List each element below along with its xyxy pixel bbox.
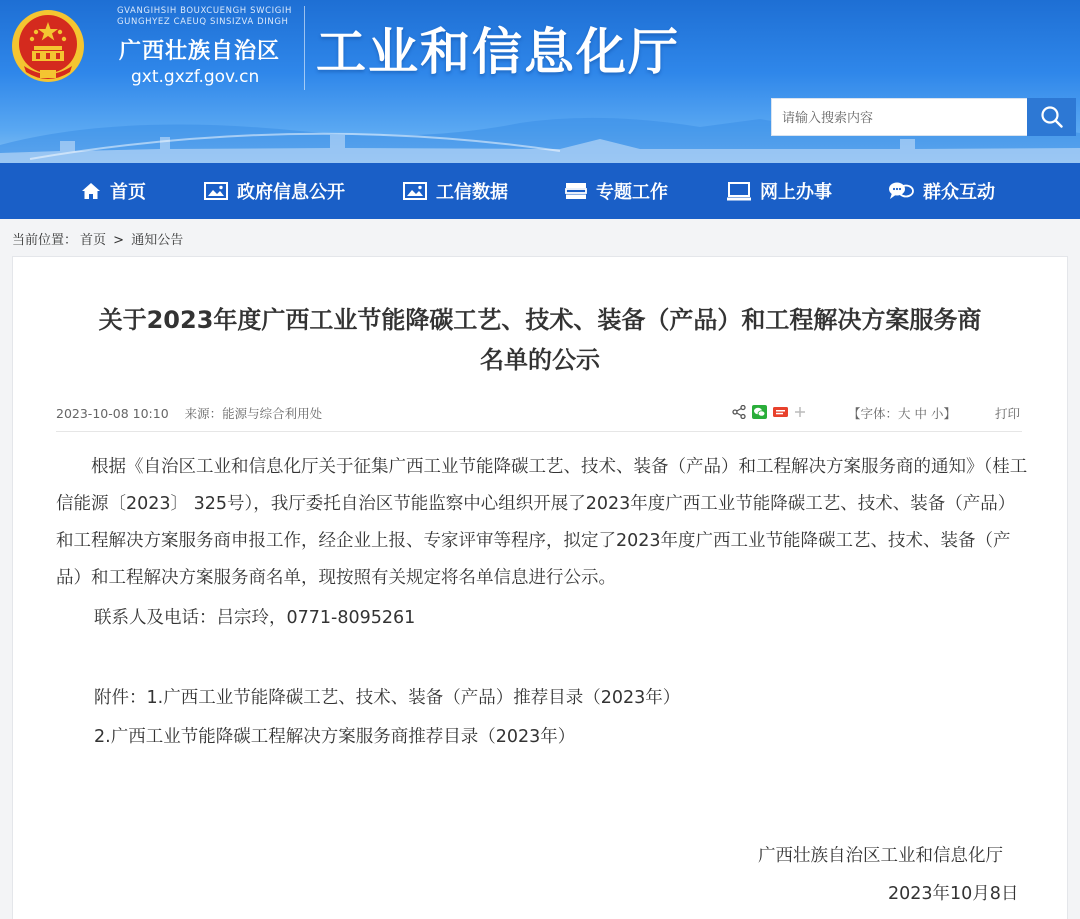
source-label: 来源： <box>184 406 223 421</box>
nav-item-label: 网上办事 <box>760 182 832 203</box>
weibo-icon[interactable] <box>773 406 788 418</box>
department-title: 工业和信息化厅 <box>316 23 680 81</box>
site-header <box>0 0 1080 163</box>
share-icon[interactable] <box>732 405 746 419</box>
meta-divider <box>56 431 1022 432</box>
attachment-link-2[interactable]: 2.广西工业节能降碳工程解决方案服务商推荐目录（2023年） <box>94 727 576 747</box>
national-emblem-icon <box>10 8 86 86</box>
attachment-link-1[interactable]: 附件：1.广西工业节能降碳工艺、技术、装备（产品）推荐目录（2023年） <box>94 688 681 708</box>
zhuang-name-line-1: GVANGIHSIH BOUXCUENGH SWCIGIH <box>117 6 293 16</box>
nav-item-online-services[interactable] <box>727 163 832 219</box>
breadcrumb-separator: > <box>113 233 125 248</box>
nav-item-topics[interactable] <box>565 163 668 219</box>
nav-item-data[interactable] <box>403 163 508 219</box>
print-link[interactable]: 打印 <box>995 406 1021 421</box>
article-title <box>40 300 1040 380</box>
search-icon <box>1040 105 1064 129</box>
stack-icon <box>565 182 587 200</box>
font-size-label-close: 】 <box>943 406 957 421</box>
nav-item-label: 首页 <box>110 182 146 203</box>
image-icon <box>403 182 427 200</box>
main-nav <box>0 163 1080 219</box>
nav-item-label: 工信数据 <box>436 182 508 203</box>
image-icon <box>204 182 228 200</box>
article-title-line-2: 名单的公示 <box>480 346 600 374</box>
header-divider <box>304 6 305 90</box>
breadcrumb-home-link[interactable]: 首页 <box>80 233 107 248</box>
nav-item-label: 群众互动 <box>923 182 995 203</box>
article-paragraph: 根据《自治区工业和信息化厅关于征集广西工业节能降碳工艺、技术、装备（产品）和工程解决方案服务商的通知》（桂工信能源〔2023〕 325号），我厅委托自治区节能监察中心组织开展了2023年度广西工业节能降碳工艺、技术、装备（产品）和工程解决方案服务商申报工作，经企业上报、专家评审等程序，拟定了2023年度广西工业节能降碳工艺、技术、装备（产品）和工程解决方案服务商名单，现按照有关规定将名单信息进行公示。 <box>56 457 1028 588</box>
article-body <box>56 449 1028 597</box>
search-button[interactable] <box>1027 98 1076 136</box>
font-size-label-open: 【字体： <box>848 406 899 421</box>
source-name: 能源与综合利用处 <box>222 406 323 421</box>
home-icon <box>81 182 101 200</box>
nav-item-public-interaction[interactable] <box>888 163 995 219</box>
font-size-small[interactable]: 小 <box>931 406 944 421</box>
font-size-medium[interactable]: 中 <box>914 406 928 421</box>
breadcrumb <box>12 229 186 248</box>
nav-item-label: 专题工作 <box>596 182 668 203</box>
breadcrumb-label: 当前位置： <box>12 233 78 248</box>
breadcrumb-current-link[interactable]: 通知公告 <box>131 233 184 248</box>
region-name: 广西壮族自治区 <box>119 39 281 64</box>
nav-item-gov-info[interactable] <box>204 163 345 219</box>
font-size-large[interactable]: 大 <box>898 406 911 421</box>
publish-date: 2023-10-08 10:10 <box>56 406 169 421</box>
monitor-icon <box>727 182 751 201</box>
article-title-line-1: 关于2023年度广西工业节能降碳工艺、技术、装备（产品）和工程解决方案服务商 <box>98 306 982 334</box>
search-input[interactable] <box>771 98 1028 136</box>
chat-icon <box>888 181 914 201</box>
article-meta <box>56 404 322 422</box>
zhuang-name-line-2: GUNGHYEZ CAEUQ SINSIZVA DINGH <box>117 17 289 27</box>
nav-item-label: 政府信息公开 <box>237 182 345 203</box>
contact-info: 联系人及电话：吕宗玲，0771-8095261 <box>94 608 416 628</box>
site-url: gxt.gxzf.gov.cn <box>131 67 260 87</box>
signature-organization: 广西壮族自治区工业和信息化厅 <box>758 846 1003 866</box>
share-bar <box>732 405 806 419</box>
nav-item-home[interactable] <box>81 163 146 219</box>
more-share-icon[interactable] <box>794 406 806 418</box>
wechat-icon[interactable] <box>752 405 767 419</box>
signature-date: 2023年10月8日 <box>888 884 1019 904</box>
font-size-control <box>848 404 956 422</box>
